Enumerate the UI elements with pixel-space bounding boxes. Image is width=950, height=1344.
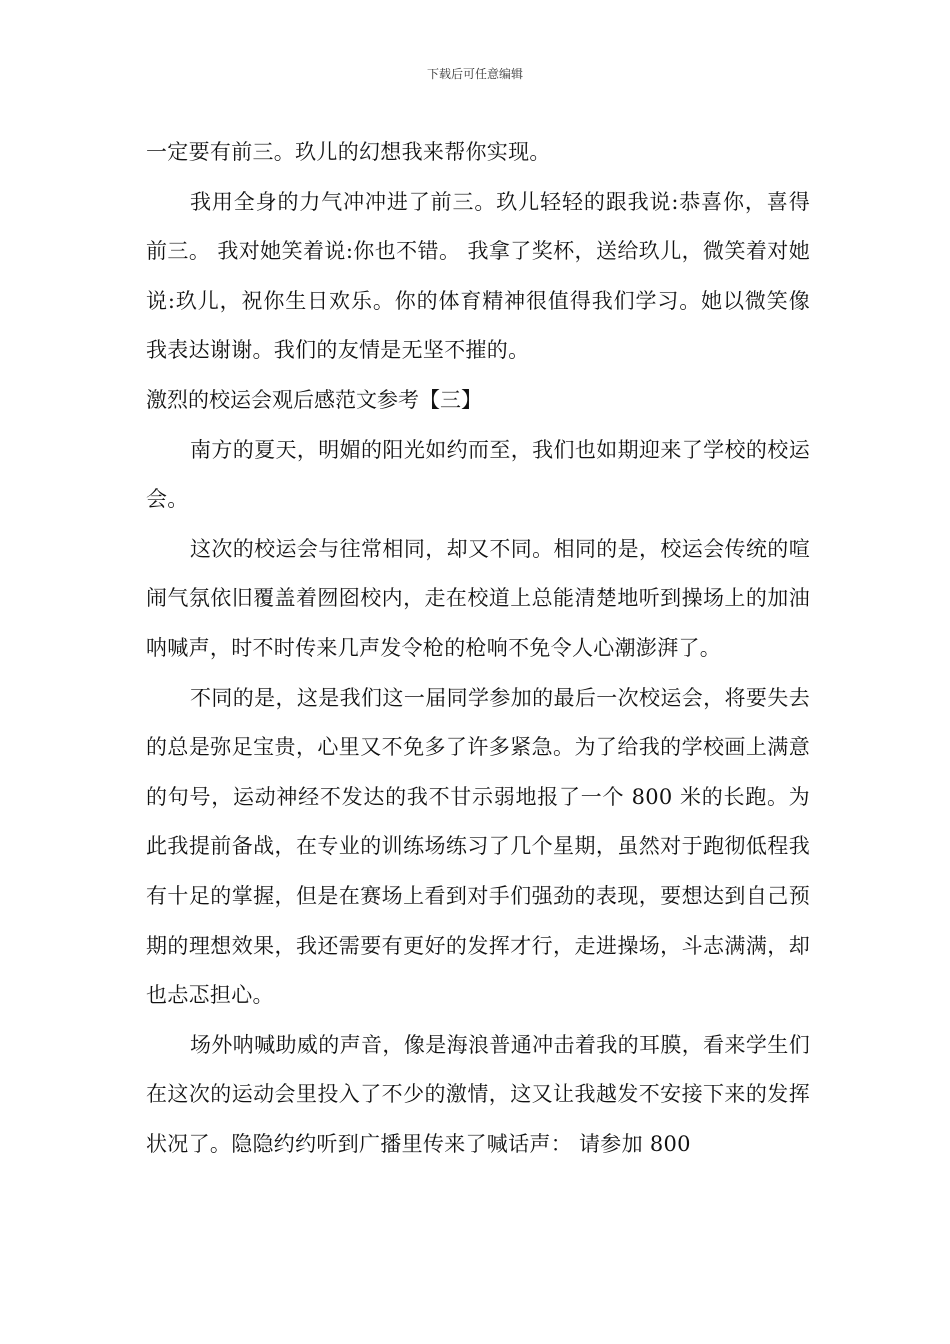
paragraph-4: 这次的校运会与往常相同，却又不同。相同的是，校运会传统的喧闹气氛依旧覆盖着囫囵校内，走在校道上总能清楚地听到操场上的加油呐喊声，时不时传来几声发令枪的枪响不免令人心潮澎湃了。 bbox=[146, 536, 810, 660]
page-header: 下载后可任意编辑 bbox=[426, 67, 523, 81]
paragraph-2: 我用全身的力气冲冲进了前三。玖儿轻轻的跟我说:恭喜你，喜得前三。 我对她笑着说:你也不错。 我拿了奖杯，送给玖儿，微笑着对她说:玖儿，祝你生日欢乐。你的体育精神很值得我们学习。她以微笑像我表达谢谢。我们的友情是无坚不摧的。 bbox=[146, 189, 810, 363]
paragraph-1: 一定要有前三。玖儿的幻想我来帮你实现。 bbox=[146, 140, 551, 164]
document-body bbox=[146, 128, 810, 1169]
paragraph-6: 场外呐喊助威的声音，像是海浪普通冲击着我的耳膜，看来学生们在这次的运动会里投入了不少的激情，这又让我越发不安接下来的发挥状况了。隐隐约约听到广播里传来了喊话声： 请参加 800 bbox=[146, 1032, 810, 1156]
paragraph-5: 不同的是，这是我们这一届同学参加的最后一次校运会，将要失去的总是弥足宝贵，心里又不免多了许多紧急。为了给我的学校画上满意的句号，运动神经不发达的我不甘示弱地报了一个 800 米的长跑。为此我提前备战，在专业的训练场练习了几个星期，虽然对于跑彻低程我有十足的掌握，但是在赛场上看到对手们强劲的表现，要想达到自己预期的理想效果，我还需要有更好的发挥才行，走进操场，斗志满满，却也忐忑担心。 bbox=[146, 685, 810, 1008]
section-heading: 激烈的校运会观后感范文参考【三】 bbox=[146, 387, 482, 412]
paragraph-3: 南方的夏天，明媚的阳光如约而至，我们也如期迎来了学校的校运会。 bbox=[146, 437, 810, 512]
